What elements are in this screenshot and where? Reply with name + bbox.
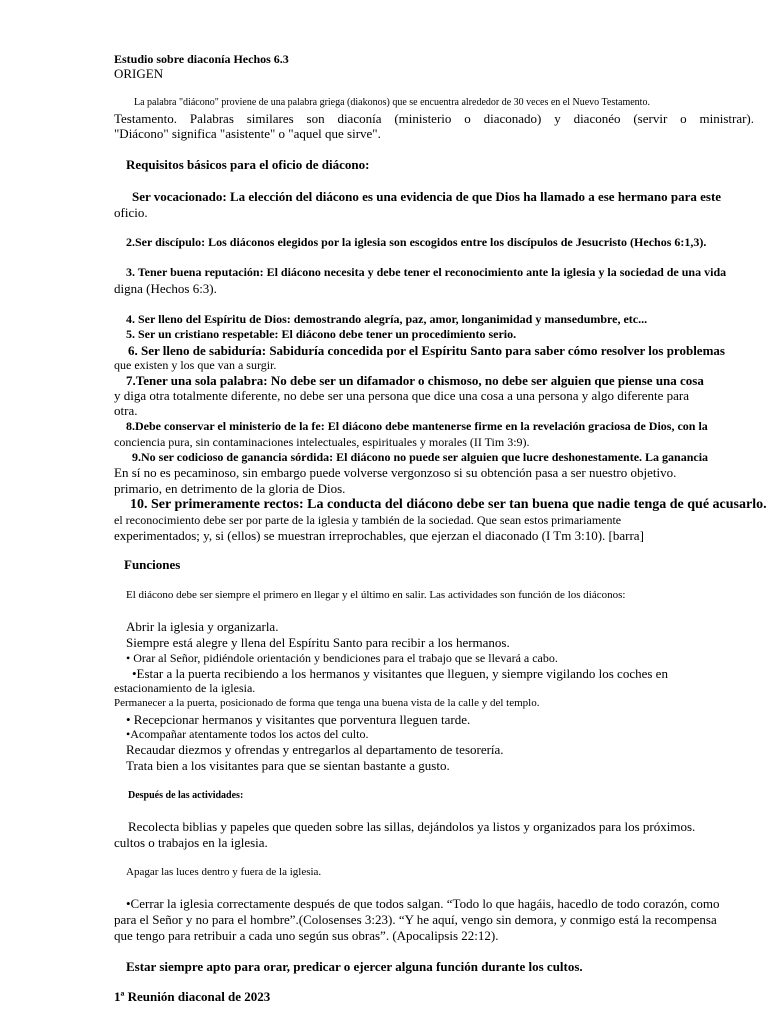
requirement-5: 5. Ser un cristiano respetable: El diácono debe tener un procedimiento serio. bbox=[126, 327, 517, 341]
requirement-6-cont: que existen y los que van a surgir. bbox=[114, 358, 277, 372]
section-origen: ORIGEN bbox=[114, 66, 164, 81]
document-title: Estudio sobre diaconía Hechos 6.3 bbox=[114, 52, 289, 66]
function-item: Abrir la iglesia y organizarla. bbox=[126, 619, 279, 634]
requirement-9: 9.No ser codicioso de ganancia sórdida: El diácono no puede ser alguien que lucre deshonestamente. La ganancia bbox=[132, 450, 709, 464]
functions-heading: Funciones bbox=[124, 557, 181, 572]
requirement-7-cont: y diga otra totalmente diferente, no debe ser una persona que dice una cosa a una persona y algo diferente para bbox=[114, 388, 690, 403]
requirement-10-cont: el reconocimiento debe ser por parte de la iglesia y también de la sociedad. Que sean estos primariamente bbox=[114, 513, 622, 527]
requirement-9-cont-2: primario, en detrimento de la gloria de Dios. bbox=[114, 481, 346, 496]
requirement-8-cont: conciencia pura, sin contaminaciones intelectuales, espirituales y morales (II Tim 3:9). bbox=[114, 435, 530, 449]
intro-line-1: La palabra "diácono" proviene de una palabra griega (diakonos) que se encuentra alrededor de 30 veces en el Nuevo Testamento. bbox=[134, 97, 650, 108]
after-item-cont: cultos o trabajos en la iglesia. bbox=[114, 835, 268, 850]
requirement-3-cont: digna (Hechos 6:3). bbox=[114, 281, 217, 296]
function-item: Permanecer a la puerta, posicionado de forma que tenga una buena vista de la calle y del templo. bbox=[114, 697, 540, 709]
requirement-6: 6. Ser lleno de sabiduría: Sabiduría concedida por el Espíritu Santo para saber cómo resolver los problemas bbox=[128, 343, 725, 358]
closing-statement: Estar siempre apto para orar, predicar o ejercer alguna función durante los cultos. bbox=[126, 959, 583, 974]
after-item-cont: que tengo para retribuir a cada uno según sus obras”. (Apocalipsis 22:12). bbox=[114, 928, 499, 943]
requirement-9-cont: En sí no es pecaminoso, sin embargo puede volverse vergonzoso si su obtención pasa a ser nuestro objetivo. bbox=[114, 465, 677, 480]
requirement-1: Ser vocacionado: La elección del diácono es una evidencia de que Dios ha llamado a ese hermano para este bbox=[132, 189, 722, 204]
function-item: •Estar a la puerta recibiendo a los hermanos y visitantes que lleguen, y siempre vigilando los coches en bbox=[132, 666, 668, 681]
requirement-10: 10. Ser primeramente rectos: La conducta del diácono debe ser tan buena que nadie tenga de qué acusarlo. bbox=[130, 497, 767, 512]
requirements-heading: Requisitos básicos para el oficio de diácono: bbox=[126, 157, 370, 172]
function-item: • Recepcionar hermanos y visitantes que porventura lleguen tarde. bbox=[126, 712, 471, 727]
intro-line-2: Testamento. Palabras similares son diaconía (ministerio o diaconado) y diaconéo (servir o ministrar). bbox=[114, 111, 754, 126]
functions-intro: El diácono debe ser siempre el primero en llegar y el último en salir. Las actividades son función de los diáconos: bbox=[126, 589, 626, 601]
after-item: Apagar las luces dentro y fuera de la iglesia. bbox=[126, 866, 322, 878]
requirement-7-cont-2: otra. bbox=[114, 403, 138, 418]
after-heading: Después de las actividades: bbox=[128, 790, 244, 801]
function-item: Siempre está alegre y llena del Espíritu Santo para recibir a los hermanos. bbox=[126, 635, 510, 650]
requirement-10-cont-2: experimentados; y, si (ellos) se muestran irreprochables, que ejerzan el diaconado (I Tm 3:10). [barra] bbox=[114, 528, 644, 543]
requirement-3: 3. Tener buena reputación: El diácono necesita y debe tener el reconocimiento ante la iglesia y la sociedad de una vida bbox=[126, 265, 727, 279]
requirement-8: 8.Debe conservar el ministerio de la fe: El diácono debe mantenerse firme en la revelación graciosa de Dios, con la bbox=[126, 419, 708, 433]
after-item: Recolecta biblias y papeles que queden sobre las sillas, dejándolos ya listos y organizados para los próximos. bbox=[128, 819, 696, 834]
function-item: Trata bien a los visitantes para que se sientan bastante a gusto. bbox=[126, 758, 450, 773]
function-item: Recaudar diezmos y ofrendas y entregarlos al departamento de tesorería. bbox=[126, 742, 504, 757]
after-item-cont: para el Señor y no para el hombre”.(Colosenses 3:23). “Y he aquí, vengo sin demora, y conmigo está la recompensa bbox=[114, 912, 717, 927]
intro-line-3: "Diácono" significa "asistente" o "aquel que sirve". bbox=[114, 126, 381, 141]
requirement-2: 2.Ser discípulo: Los diáconos elegidos por la iglesia son escogidos entre los discípulos de Jesucristo (Hechos 6:1,3). bbox=[126, 235, 707, 249]
function-item-cont: estacionamiento de la iglesia. bbox=[114, 681, 256, 695]
function-item: • Orar al Señor, pidiéndole orientación y bendiciones para el trabajo que se llevará a cabo. bbox=[126, 651, 558, 665]
function-item: •Acompañar atentamente todos los actos del culto. bbox=[126, 727, 369, 741]
requirement-7: 7.Tener una sola palabra: No debe ser un difamador o chismoso, no debe ser alguien que piense una cosa bbox=[126, 373, 704, 388]
meeting-heading: 1ª Reunión diaconal de 2023 bbox=[114, 989, 271, 1004]
after-item: •Cerrar la iglesia correctamente después de que todos salgan. “Todo lo que hagáis, hacedlo de todo corazón, como bbox=[126, 896, 720, 911]
requirement-4: 4. Ser lleno del Espíritu de Dios: demostrando alegría, paz, amor, longanimidad y mansedumbre, etc... bbox=[126, 312, 648, 326]
requirement-1-cont: oficio. bbox=[114, 205, 148, 220]
